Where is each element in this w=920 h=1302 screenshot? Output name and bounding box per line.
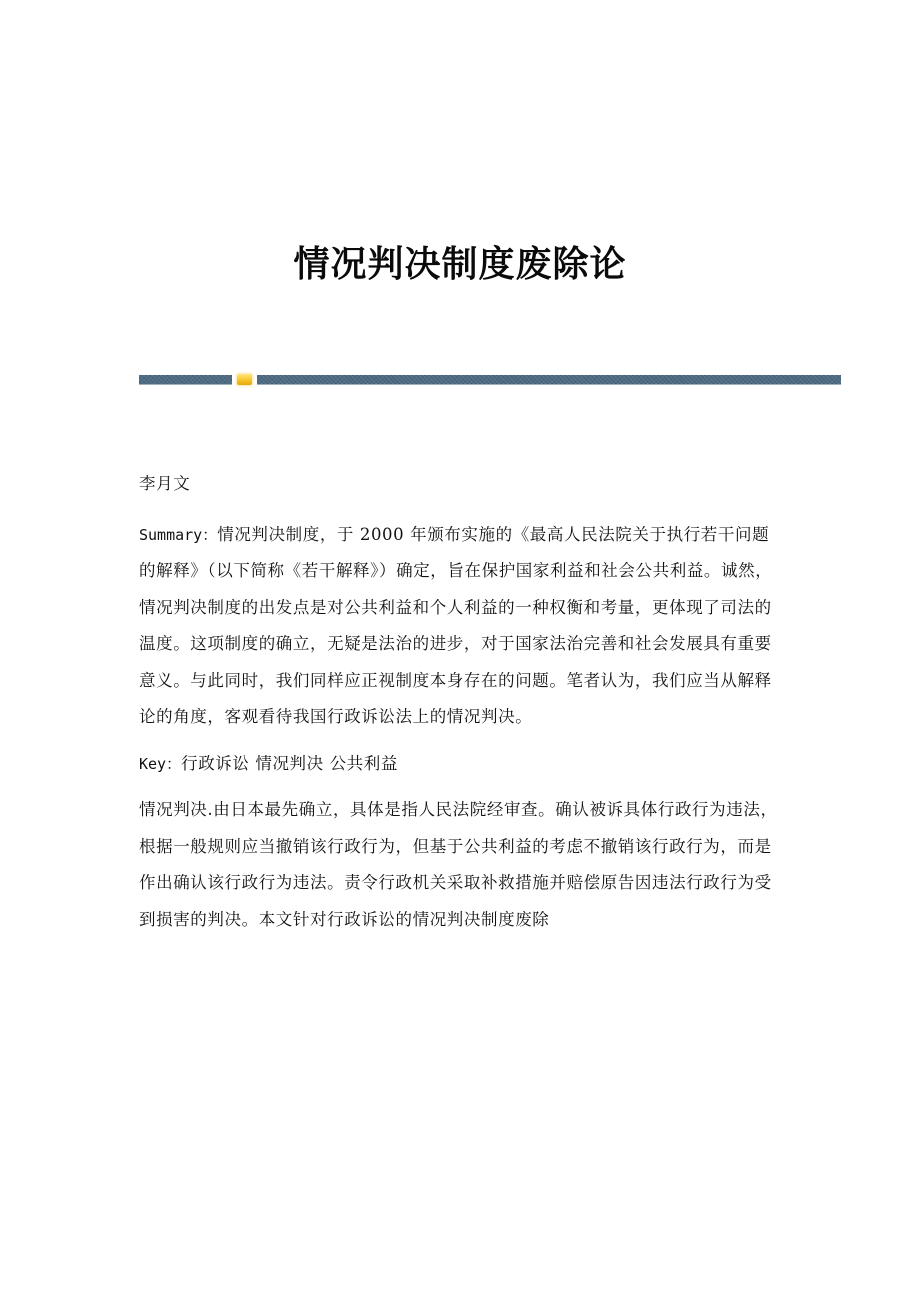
gold-gem-ornament-icon: [237, 374, 252, 385]
summary-label: Summary：: [139, 525, 218, 544]
title-divider: [139, 374, 841, 386]
keywords-text: 行政诉讼 情况判决 公共利益: [181, 753, 398, 773]
divider-bar-right: [257, 375, 841, 385]
author-name: 李月文: [139, 474, 191, 493]
body-paragraph: 情况判决.由日本最先确立，具体是指人民法院经审查。确认被诉具体行政行为违法，根据一般规则应当撤销该行政行为，但基于公共利益的考虑不撤销该行政行为，而是作出确认该行政行为违法。责令行政机关采取补救措施并赔偿原告因违法行政行为受到损害的判决。本文针对行政诉讼的情况判决制度废除: [139, 800, 778, 929]
summary-paragraph: [139, 517, 779, 736]
divider-bar-left: [139, 375, 232, 385]
document-title: 情况判决制度废除论: [293, 244, 627, 286]
document-body: [139, 466, 779, 948]
keywords-label: Key：: [139, 754, 182, 773]
keywords-paragraph: [139, 746, 779, 783]
summary-text: 情况判决制度，于 2000 年颁布实施的《最高人民法院关于执行若干问题的解释》（以下简称《若干解释》）确定，旨在保护国家利益和社会公共利益。诚然，情况判决制度的出发点是对公共利益和个人利益的一种权衡和考量，更体现了司法的温度。这项制度的确立，无疑是法治的进步，对于国家法治完善和社会发展具有重要意义。与此同时，我们同样应正视制度本身存在的问题。笔者认为，我们应当从解释论的角度，客观看待我国行政诉讼法上的情况判决。: [139, 524, 773, 726]
